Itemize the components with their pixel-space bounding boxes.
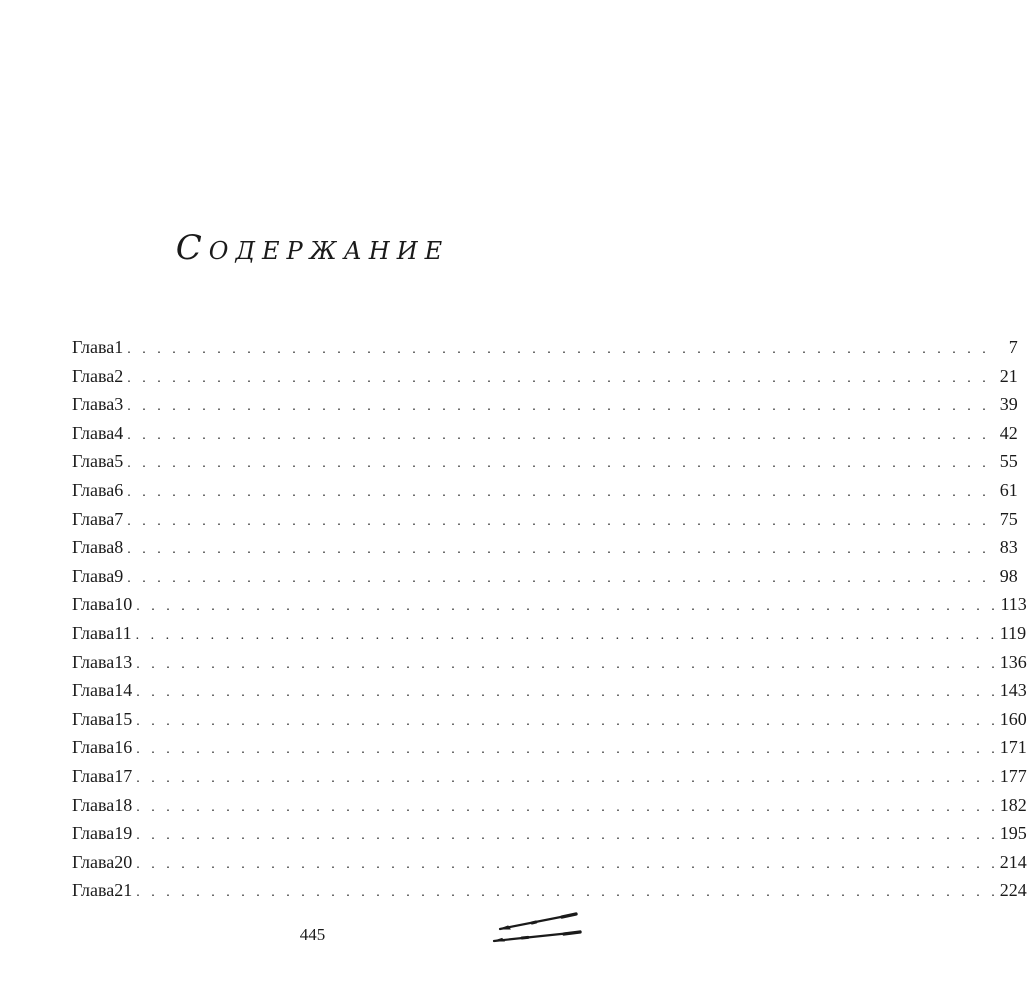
toc-entry-number: 4 xyxy=(114,422,124,443)
leader-dots: . . . . . . . . . . . . . . . . . . . . . . . . . . . . . . . . . . . . . . . . . . . . . . . . . . . . . . . . . . xyxy=(136,828,999,844)
leader-dots: . . . . . . . . . . . . . . . . . . . . . . . . . . . . . . . . . . . . . . . . . . . . . . . . . . . . . . . . . . xyxy=(127,370,990,386)
leader-dots: . . . . . . . . . . . . . . . . . . . . . . . . . . . . . . . . . . . . . . . . . . . . . . . . . . . . . . . . . . xyxy=(136,742,999,758)
toc-entry[interactable] xyxy=(72,447,1018,476)
toc-entry-number: 5 xyxy=(114,451,124,472)
table-of-contents xyxy=(72,333,1027,905)
toc-entry-number: 11 xyxy=(114,622,132,643)
toc-entry[interactable] xyxy=(72,533,1018,562)
toc-entry-number: 9 xyxy=(114,565,124,586)
toc-entry-label: Глава xyxy=(72,422,115,443)
toc-entry-page: 42 xyxy=(999,422,1018,443)
leader-dots: . . . . . . . . . . . . . . . . . . . . . . . . . . . . . . . . . . . . . . . . . . . . . . . . . . . . . . . . . . xyxy=(127,427,990,443)
leader-dots: . . . . . . . . . . . . . . . . . . . . . . . . . . . . . . . . . . . . . . . . . . . . . . . . . . . . . . . . . . xyxy=(136,799,999,815)
toc-entry-page: 7 xyxy=(1008,337,1018,357)
toc-entry-number: 2 xyxy=(114,365,124,386)
toc-entry-number: 15 xyxy=(114,708,133,729)
toc-entry-number: 1 xyxy=(114,337,124,357)
toc-entry-label: Глава xyxy=(72,565,115,586)
page-number: 445 xyxy=(299,925,326,944)
toc-entry[interactable] xyxy=(72,705,1027,734)
toc-entry-label: Глава xyxy=(72,794,115,815)
toc-entry[interactable] xyxy=(72,419,1018,448)
toc-entry-label: Глава xyxy=(72,622,115,643)
toc-entry-number: 21 xyxy=(114,880,133,901)
toc-entry-label: Глава xyxy=(72,823,115,844)
toc-entry-page: 39 xyxy=(999,394,1018,415)
toc-entry-page: 61 xyxy=(999,479,1018,500)
toc-entry-label: Глава xyxy=(72,680,115,701)
toc-entry-label: Глава xyxy=(72,880,115,901)
toc-entry[interactable] xyxy=(72,676,1027,705)
leader-dots: . . . . . . . . . . . . . . . . . . . . . . . . . . . . . . . . . . . . . . . . . . . . . . . . . . . . . . . . . . xyxy=(136,885,999,901)
toc-entry[interactable] xyxy=(72,333,1018,362)
toc-entry[interactable] xyxy=(72,876,1027,905)
leader-dots: . . . . . . . . . . . . . . . . . . . . . . . . . . . . . . . . . . . . . . . . . . . . . . . . . . . . . . . . . . xyxy=(136,770,999,786)
toc-entry-label: Глава xyxy=(72,594,115,615)
toc-entry-page: 182 xyxy=(999,794,1027,815)
toc-entry-number: 14 xyxy=(114,680,133,701)
toc-entry[interactable] xyxy=(72,362,1018,391)
leader-dots: . . . . . . . . . . . . . . . . . . . . . . . . . . . . . . . . . . . . . . . . . . . . . . . . . . . . . . . . . . xyxy=(127,484,990,500)
toc-entry-page: 195 xyxy=(999,823,1027,844)
leader-dots: . . . . . . . . . . . . . . . . . . . . . . . . . . . . . . . . . . . . . . . . . . . . . . . . . . . . . . . . . . xyxy=(127,542,990,558)
toc-entry-page: 136 xyxy=(999,651,1027,672)
toc-entry[interactable] xyxy=(72,390,1018,419)
toc-entry-label: Глава xyxy=(72,365,115,386)
toc-entry-page: 224 xyxy=(999,880,1027,901)
toc-entry-label: Глава xyxy=(72,851,115,872)
toc-entry-label: Глава xyxy=(72,479,115,500)
toc-entry-page: 55 xyxy=(999,451,1018,472)
toc-entry-page: 171 xyxy=(999,737,1027,758)
leader-dots: . . . . . . . . . . . . . . . . . . . . . . . . . . . . . . . . . . . . . . . . . . . . . . . . . . . . . . . . . . xyxy=(136,685,999,701)
toc-entry-page: 21 xyxy=(999,365,1018,386)
toc-entry-page: 177 xyxy=(999,765,1027,786)
quill-pens-icon xyxy=(492,910,587,946)
page-title: Содержание xyxy=(175,228,450,268)
leader-dots: . . . . . . . . . . . . . . . . . . . . . . . . . . . . . . . . . . . . . . . . . . . . . . . . . . . . . . . . . . xyxy=(127,456,990,472)
toc-entry-label: Глава xyxy=(72,508,115,529)
leader-dots: . . . . . . . . . . . . . . . . . . . . . . . . . . . . . . . . . . . . . . . . . . . . . . . . . . . . . . . . . . xyxy=(136,656,999,672)
toc-entry-number: 7 xyxy=(114,508,124,529)
toc-entry-label: Глава xyxy=(72,451,115,472)
toc-entry-label: Глава xyxy=(72,765,115,786)
toc-entry-number: 19 xyxy=(114,823,133,844)
toc-entry-number: 20 xyxy=(114,851,133,872)
toc-entry-label: Глава xyxy=(72,651,115,672)
toc-entry-page: 143 xyxy=(999,680,1027,701)
toc-entry-label: Глава xyxy=(72,537,115,558)
toc-entry[interactable] xyxy=(72,791,1027,820)
toc-entry-number: 10 xyxy=(114,594,133,615)
toc-entry-page: 160 xyxy=(999,708,1027,729)
toc-entry[interactable] xyxy=(72,762,1027,791)
leader-dots: . . . . . . . . . . . . . . . . . . . . . . . . . . . . . . . . . . . . . . . . . . . . . . . . . . . . . . . . . . xyxy=(127,513,990,529)
leader-dots: . . . . . . . . . . . . . . . . . . . . . . . . . . . . . . . . . . . . . . . . . . . . . . . . . . . . . . . . . . xyxy=(136,599,999,615)
toc-entry-page: 214 xyxy=(999,851,1027,872)
toc-entry-page: 83 xyxy=(999,537,1018,558)
toc-entry[interactable] xyxy=(72,590,1027,619)
toc-entry-number: 18 xyxy=(114,794,133,815)
leader-dots: . . . . . . . . . . . . . . . . . . . . . . . . . . . . . . . . . . . . . . . . . . . . . . . . . . . . . . . . . . xyxy=(136,713,999,729)
toc-entry-label: Глава xyxy=(72,737,115,758)
toc-entry-number: 16 xyxy=(114,737,133,758)
toc-entry[interactable] xyxy=(72,819,1027,848)
toc-entry-page: 98 xyxy=(999,565,1018,586)
toc-entry-number: 17 xyxy=(114,765,133,786)
toc-entry-page: 119 xyxy=(999,622,1027,643)
toc-entry[interactable] xyxy=(72,648,1027,677)
toc-entry-page: 113 xyxy=(1000,594,1027,615)
toc-entry[interactable] xyxy=(72,505,1018,534)
leader-dots: . . . . . . . . . . . . . . . . . . . . . . . . . . . . . . . . . . . . . . . . . . . . . . . . . . . . . . . . . . xyxy=(127,570,990,586)
toc-entry[interactable] xyxy=(72,733,1027,762)
toc-entry[interactable] xyxy=(72,848,1027,877)
toc-entry[interactable] xyxy=(72,562,1018,591)
toc-entry-page: 75 xyxy=(999,508,1018,529)
toc-entry-number: 3 xyxy=(114,394,124,415)
toc-entry[interactable] xyxy=(72,619,1027,648)
leader-dots: . . . . . . . . . . . . . . . . . . . . . . . . . . . . . . . . . . . . . . . . . . . . . . . . . . . . . . . . . . xyxy=(135,627,999,643)
leader-dots: . . . . . . . . . . . . . . . . . . . . . . . . . . . . . . . . . . . . . . . . . . . . . . . . . . . . . . . . . . xyxy=(127,342,990,357)
toc-entry-label: Глава xyxy=(72,337,115,357)
leader-dots: . . . . . . . . . . . . . . . . . . . . . . . . . . . . . . . . . . . . . . . . . . . . . . . . . . . . . . . . . . xyxy=(127,399,990,415)
toc-entry-label: Глава xyxy=(72,708,115,729)
toc-entry-number: 8 xyxy=(114,537,124,558)
leader-dots: . . . . . . . . . . . . . . . . . . . . . . . . . . . . . . . . . . . . . . . . . . . . . . . . . . . . . . . . . . xyxy=(136,856,999,872)
toc-entry-number: 13 xyxy=(114,651,133,672)
toc-entry[interactable] xyxy=(72,476,1018,505)
toc-entry-label: Глава xyxy=(72,394,115,415)
toc-entry-number: 6 xyxy=(114,479,124,500)
